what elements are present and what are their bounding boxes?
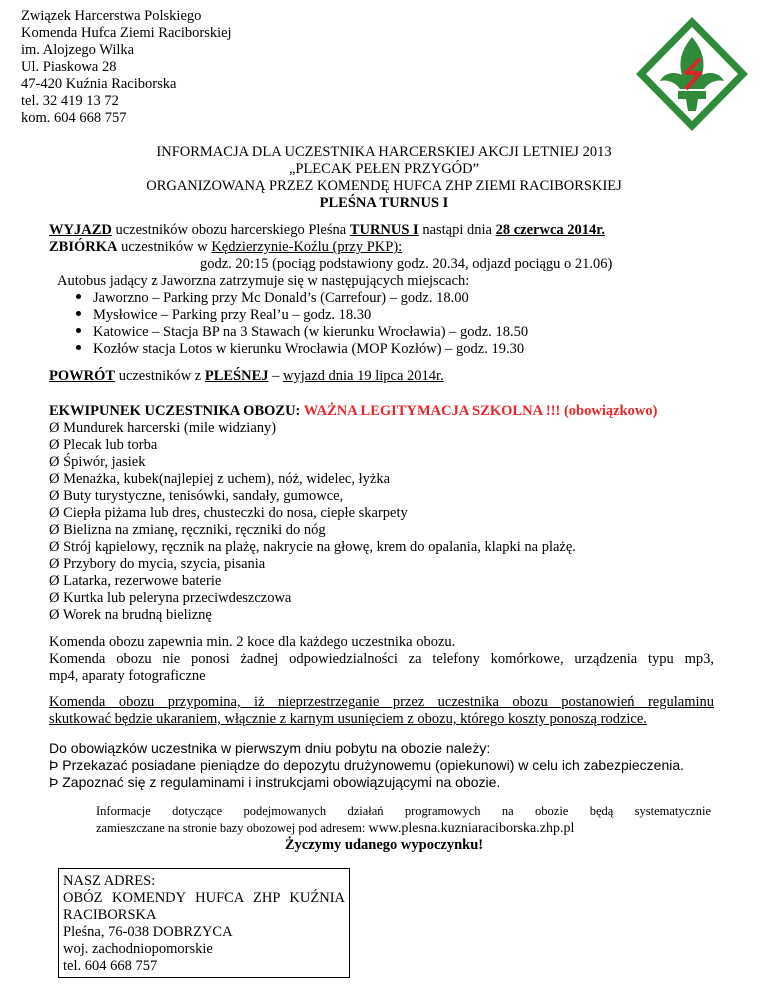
address-line: OBÓZ KOMENDY HUFCA ZHP KUŹNIA [63,890,345,906]
org-patron: im. Alojzego Wilka [21,42,135,58]
title-line-1: INFORMACJA DLA UCZESTNIKA HARCERSKIEJ AKCJI LETNIEJ 2013 [156,144,612,160]
list-item: Ø Menażka, kubek(najlepiej z uchem), nóż, widelec, łyżka [49,471,391,487]
address-phone: tel. 604 668 757 [63,958,158,974]
warning-line-1: Komenda obozu przypomina, iż nieprzestrzeganie przez uczestnika obozu postanowień regulaminu [49,694,714,710]
list-item: Ø Latarka, rezerwowe baterie [49,573,222,589]
list-item: Ø Buty turystyczne, tenisówki, sandały, gumowce, [49,488,344,504]
address-box [58,868,350,978]
gathering-label: ZBIÓRKA [49,239,118,255]
address-line: Pleśna, 76-038 DOBRZYCA [63,924,233,940]
duties-intro: Do obowiązków uczestnika w pierwszym dniu pobytu na obozie należy: [49,740,491,756]
turnus-label: TURNUS I [349,222,419,238]
list-item: Þ Przekazać posiadane pieniądze do depozytu drużynowemu (opiekunowi) w celu ich zabezpieczenia. [49,757,685,773]
info-line-1: Informacje dotyczące podejmowanych działań programowych na obozie będą systematycznie [96,804,711,818]
list-item: Ø Strój kąpielowy, ręcznik na plażę, nakrycie na głowę, krem do opalania, klapki na plażę. [49,539,576,555]
school-id-notice: WAŻNA LEGITYMACJA SZKOLNA !!! (obowiązkowo) [303,403,658,419]
list-item: Ø Bielizna na zmianę, ręczniki, ręczniki do nóg [49,522,326,538]
address-heading: NASZ ADRES: [63,873,156,889]
bullet-icon [76,294,81,299]
list-item: Ø Kurtka lub peleryna przeciwdeszczowa [49,590,292,606]
closing-wish: Życzymy udanego wypoczynku! [284,837,484,853]
list-item: Þ Zapoznać się z regulaminami i instrukcjami obowiązującymi na obozie. [49,774,501,790]
return-label: POWRÓT [49,368,116,384]
org-street: Ul. Piaskowa 28 [21,59,117,75]
bullet-icon [76,345,81,350]
bullet-icon [76,311,81,316]
blankets-note: Komenda obozu zapewnia min. 2 koce dla każdego uczestnika obozu. [49,634,456,650]
address-line: woj. zachodniopomorskie [63,941,213,957]
org-city: 47-420 Kuźnia Raciborska [21,76,177,92]
warning-line-2: skutkować będzie ukaraniem, włącznie z karnym usunięciem z obozu, którego koszty ponoszą rodzice. [49,711,647,727]
org-name: Związek Harcerstwa Polskiego [21,8,202,24]
bullet-icon [76,328,81,333]
departure-label: WYJAZD [49,222,112,238]
list-item: Katowice – Stacja BP na 3 Stawach (w kierunku Wrocławia) – godz. 18.50 [76,324,528,341]
title-line-2: „PLECAK PEŁEN PRZYGÓD” [288,161,480,177]
title-line-4: PLEŚNA TURNUS I [319,195,449,211]
org-unit: Komenda Hufca Ziemi Raciborskiej [21,25,232,41]
list-item: Kozłów stacja Lotos w kierunku Wrocławia (MOP Kozłów) – godz. 19.30 [76,341,524,358]
list-item: Ø Mundurek harcerski (mile widziany) [49,420,277,436]
address-line: RACIBORSKA [63,907,157,923]
liability-note-line-2: mp4, aparaty fotograficzne [49,668,206,684]
return-place: PLEŚNEJ [204,368,269,384]
equipment-heading: EKWIPUNEK UCZESTNIKA OBOZU: WAŻNA LEGITYMACJA SZKOLNA !!! (obowiązkowo) [49,403,658,419]
org-phone: tel. 32 419 13 72 [21,93,119,109]
list-item: Ø Plecak lub torba [49,437,158,453]
return-detail: wyjazd dnia 19 lipca 2014r. [283,368,444,384]
zhp-scout-lily-icon [634,15,750,133]
list-item: Ø Ciepła piżama lub dres, chusteczki do nosa, ciepłe skarpety [49,505,408,521]
departure-date: 28 czerwca 2014r. [495,222,606,238]
list-item: Mysłowice – Parking przy Real’u – godz. 18.30 [76,307,371,324]
bus-info: Autobus jadący z Jaworzna zatrzymuje się w następujących miejscach: [57,273,470,289]
return-line: POWRÓT uczestników z PLEŚNEJ – wyjazd dnia 19 lipca 2014r. [49,368,444,384]
list-item: Ø Przybory do mycia, szycia, pisania [49,556,266,572]
gathering-place: Kędzierzynie-Koźlu (przy PKP): [211,239,403,255]
gathering-line: ZBIÓRKA uczestników w Kędzierzynie-Koźlu (przy PKP): [49,239,403,255]
org-mobile: kom. 604 668 757 [21,110,127,126]
liability-note-line-1: Komenda obozu nie ponosi żadnej odpowiedzialności za telefony komórkowe, urządzenia typu mp3, [49,651,714,667]
list-item: Ø Śpiwór, jasiek [49,454,146,470]
list-item: Jaworzno – Parking przy Mc Donald’s (Carrefour) – godz. 18.00 [76,290,469,307]
list-item: Ø Worek na brudną bieliznę [49,607,212,623]
info-line-2: zamieszczane na stronie bazy obozowej pod adresem: www.plesna.kuzniaraciborska.zhp.pl [96,821,575,836]
departure-line: WYJAZD uczestników obozu harcerskiego Pleśna TURNUS I nastąpi dnia 28 czerwca 2014r. [49,222,606,238]
departure-time: godz. 20:15 (pociąg podstawiony godz. 20.34, odjazd pociągu o 21.06) [200,256,613,272]
camp-website-url: www.plesna.kuzniaraciborska.zhp.pl [368,821,575,836]
title-line-3: ORGANIZOWANĄ PRZEZ KOMENDĘ HUFCA ZHP ZIEMI RACIBORSKIEJ [146,178,622,194]
